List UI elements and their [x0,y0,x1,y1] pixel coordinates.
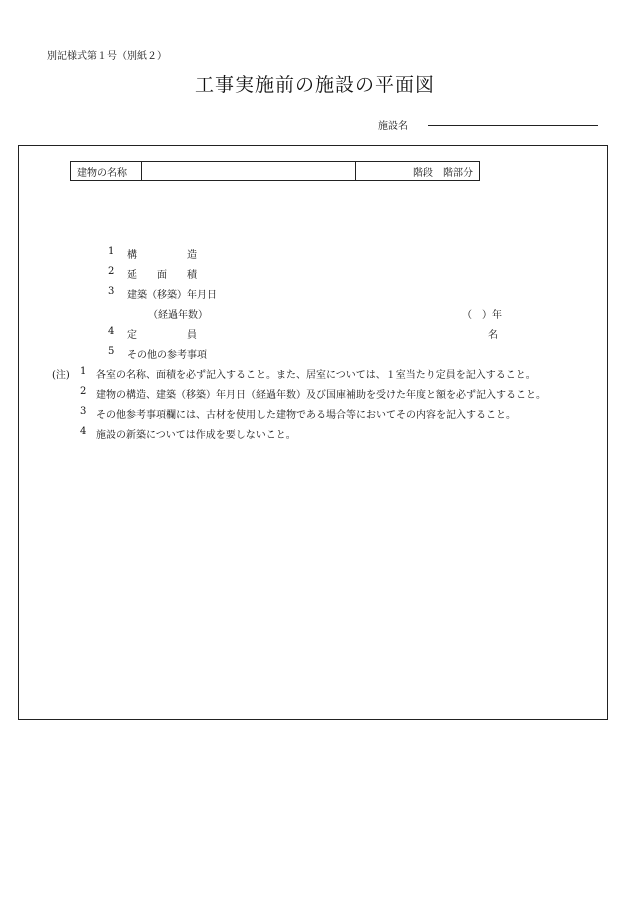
item-floor-area-label: 延 面 積 [127,270,197,281]
item-capacity-label: 定 員 [127,330,197,341]
item-other-notes-label: その他の参考事項 [127,350,207,361]
building-name-label: 建物の名称 [71,162,142,180]
capacity-unit: 名 [488,330,498,341]
item-1-number: 1 [108,246,115,257]
notes-prefix: (注) [52,370,70,381]
floor-count-label: 階段 階部分 [413,167,473,179]
note-1-number: 1 [80,366,87,377]
note-2-number: 2 [80,386,87,397]
note-3-number: 3 [80,406,87,417]
building-name-field[interactable] [142,162,356,180]
item-elapsed-years-label: （経過年数） [148,310,208,321]
elapsed-years-unit: （ ）年 [462,310,502,321]
note-2-text: 建物の構造、建築（移築）年月日（経過年数）及び国庫補助を受けた年度と額を必ず記入すること。 [96,390,546,401]
item-2-number: 2 [108,266,115,277]
facility-name-label: 施設名 [378,121,408,132]
building-name-table [70,161,480,181]
item-construction-date-label: 建築（移築）年月日 [127,290,217,301]
item-3-number: 3 [108,286,115,297]
page-title: 工事実施前の施設の平面図 [194,74,435,96]
item-5-number: 5 [108,346,115,357]
item-structure-label: 構 造 [127,250,197,261]
form-number: 別記様式第１号（別紙２） [47,51,167,62]
note-1-text: 各室の名称、面積を必ず記入すること。また、居室については、１室当たり定員を記入すること。 [96,370,536,381]
facility-name-field[interactable] [428,125,598,126]
note-3-text: その他参考事項欄には、古材を使用した建物である場合等においてその内容を記入すること。 [96,410,516,421]
note-4-text: 施設の新築については作成を要しないこと。 [96,430,296,441]
item-4-number: 4 [108,326,115,337]
note-4-number: 4 [80,426,87,437]
